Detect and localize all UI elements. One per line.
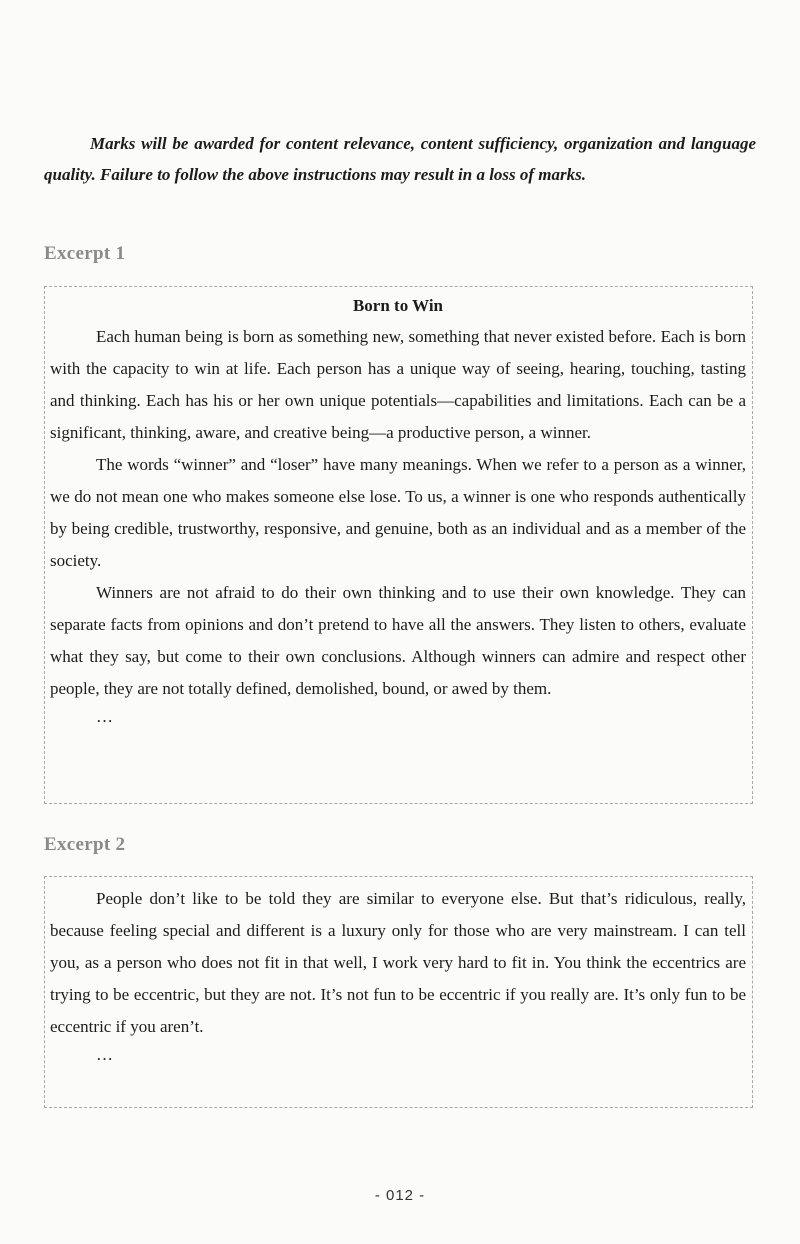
excerpt-1-heading: Excerpt 1 bbox=[44, 243, 126, 264]
page-number: - 012 - bbox=[374, 1187, 426, 1204]
excerpt-1-paragraph-1: Each human being is born as something new, something that never existed before. Each is born with the capacity to win at life. Each person has a unique way of seeing, hearing, touching, tasting and thinking. Each has his or her own unique potentials—capabilities and limitations. Each can be a significant, thinking, aware, and creative being—a productive person, a winner. bbox=[50, 327, 746, 442]
marking-instructions: Marks will be awarded for content relevance, content sufficiency, organization and language quality. Failure to follow the above instructions may result in a loss of marks. bbox=[44, 134, 756, 184]
excerpt-1-title: Born to Win bbox=[352, 296, 444, 315]
excerpt-1-paragraph-2: The words “winner” and “loser” have many meanings. When we refer to a person as a winner, we do not mean one who makes someone else lose. To us, a winner is one who responds authentically by being credible, trustworthy, responsive, and genuine, both as an individual and as a member of the society. bbox=[50, 455, 746, 570]
excerpt-2-ellipsis: … bbox=[96, 1045, 114, 1064]
excerpt-2-heading: Excerpt 2 bbox=[44, 834, 126, 855]
excerpt-1-box bbox=[44, 286, 753, 804]
excerpt-2-paragraph-1: People don’t like to be told they are similar to everyone else. But that’s ridiculous, really, because feeling special and different is a luxury only for those who are very mainstream. I can tell you, as a person who does not fit in that well, I work very hard to fit in. You think the eccentrics are trying to be eccentric, but they are not. It’s not fun to be eccentric if you really are. It’s only fun to be eccentric if you aren’t. bbox=[50, 889, 746, 1036]
excerpt-1-paragraph-3: Winners are not afraid to do their own thinking and to use their own knowledge. They can separate facts from opinions and don’t pretend to have all the answers. They listen to others, evaluate what they say, but come to their own conclusions. Although winners can admire and respect other people, they are not totally defined, demolished, bound, or awed by them. bbox=[50, 583, 746, 698]
excerpt-1-ellipsis: … bbox=[96, 707, 114, 726]
excerpt-2-box bbox=[44, 876, 753, 1108]
